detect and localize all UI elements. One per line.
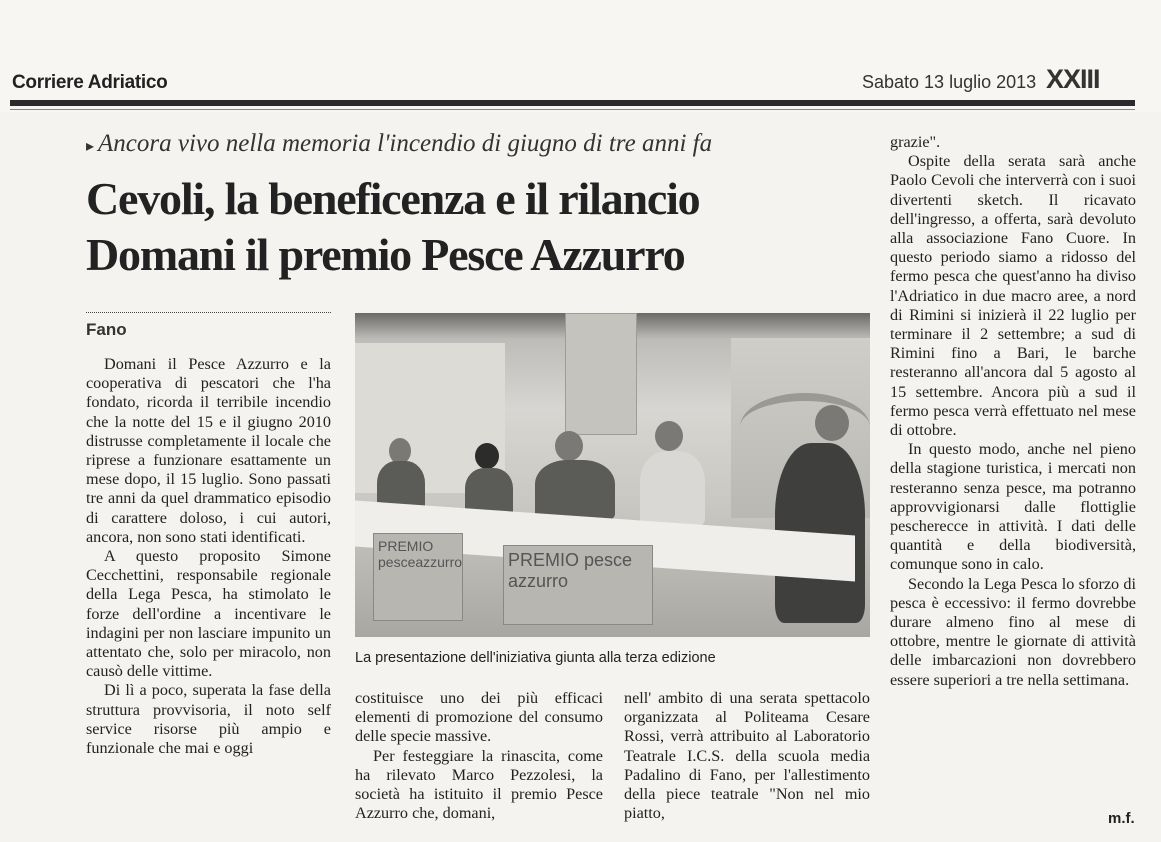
- person-head: [815, 405, 849, 441]
- headline-line-1: Cevoli, la beneficenza e il rilancio: [86, 173, 700, 224]
- photo-banner: PREMIO pesce azzurro: [503, 545, 653, 625]
- paragraph: nell' ambito di una serata spettacolo organizzata al Politeama Cesare Rossi, verrà attribuito al Laboratorio Teatrale I.C.S. della scuola media Padalino di Fano, per l'allestimento della piece teatrale "Non nel mio piatto,: [624, 689, 870, 823]
- paragraph: Ospite della serata sarà anche Paolo Cevoli che interverrà con i suoi divertenti sketch. Il ricavato dell'ingresso, a offerta, sarà devoluto alla associazione Fano Cuore. In questo periodo siamo a ridosso del fermo pesca che quest'anno ha diviso l'Adriatico in due macro aree, a nord di Rimini si inizierà il 22 luglio per terminare il 2 settembre; a sud di Rimini fino a Bari, le barche resteranno all'ancora dal 5 agosto al 15 settembre. Ancora più a sud il fermo pesca verrà effettuato nel mese di ottobre.: [890, 152, 1136, 440]
- issue-date: Sabato 13 luglio 2013: [862, 72, 1037, 92]
- masthead-rule: [10, 100, 1135, 106]
- page-number: XXIII: [1046, 64, 1100, 94]
- article-column-1: [86, 355, 331, 758]
- paragraph: A questo proposito Simone Cecchettini, responsabile regionale della Lega Pesca, ha stimolato le forze dell'ordine a incentivare le indagini per non lasciare impunito un attentato che, solo per miracolo, non causò delle vittime.: [86, 547, 331, 681]
- masthead-rule-thin: [10, 109, 1135, 110]
- article-column-2: [355, 689, 603, 823]
- newspaper-name: Corriere Adriatico: [12, 72, 168, 93]
- paragraph: Secondo la Lega Pesca lo sforzo di pesca è eccessivo: il fermo dovrebbe durare almeno fino al mese di ottobre, mentre le giornate di attività delle imbarcazioni non dovrebbero essere superiori a tre nella settimana.: [890, 574, 1136, 689]
- paragraph: Domani il Pesce Azzurro e la cooperativa di pescatori che l'ha fondato, ricorda il terribile incendio che la notte del 15 e il giugno 2010 distrusse completamente il locale che riprese a funzionare esattamente un mese dopo, il 15 luglio. Sono passati tre anni da quel drammatico episodio di carattere doloso, i cui autori, ancora, non sono stati identificati.: [86, 355, 331, 546]
- article-column-4: [890, 133, 1136, 690]
- photo-banner: PREMIO pesceazzurro: [373, 533, 463, 621]
- paragraph: costituisce uno dei più efficaci elementi di promozione del consumo delle specie massive.: [355, 689, 603, 746]
- paragraph: Per festeggiare la rinascita, come ha rilevato Marco Pezzolesi, la società ha istituito il premio Pesce Azzurro che, domani,: [355, 746, 603, 823]
- article-column-3: [624, 689, 870, 823]
- location-label: Fano: [86, 320, 127, 339]
- person-body: [640, 451, 705, 526]
- section-divider: [86, 312, 331, 313]
- page-header-area: [0, 0, 1161, 112]
- triangle-bullet-icon: ▸: [86, 138, 95, 155]
- kicker-text: Ancora vivo nella memoria l'incendio di giugno di tre anni fa: [98, 130, 713, 157]
- person-head: [655, 421, 683, 451]
- paragraph: Di lì a poco, superata la fase della struttura provvisoria, il noto self service risorse più ampio e funzionale che mai e oggi: [86, 681, 331, 758]
- photo-poster: [565, 313, 637, 435]
- person-body: [535, 460, 615, 520]
- author-signature: m.f.: [1108, 810, 1135, 827]
- headline-line-2: Domani il premio Pesce Azzurro: [86, 229, 685, 280]
- paragraph: In questo modo, anche nel pieno della stagione turistica, i mercati non resteranno senza pesce, ma potranno approvvigionarsi dalle flottiglie pescherecce in attività. I dati delle quantità e della biodiversità, comunque sono in calo.: [890, 440, 1136, 574]
- article-kicker: [86, 130, 712, 158]
- person-head: [475, 443, 499, 469]
- person-head: [555, 431, 583, 461]
- article-photo: [355, 313, 870, 637]
- paragraph: grazie".: [890, 133, 941, 151]
- photo-caption: La presentazione dell'iniziativa giunta alla terza edizione: [355, 650, 716, 666]
